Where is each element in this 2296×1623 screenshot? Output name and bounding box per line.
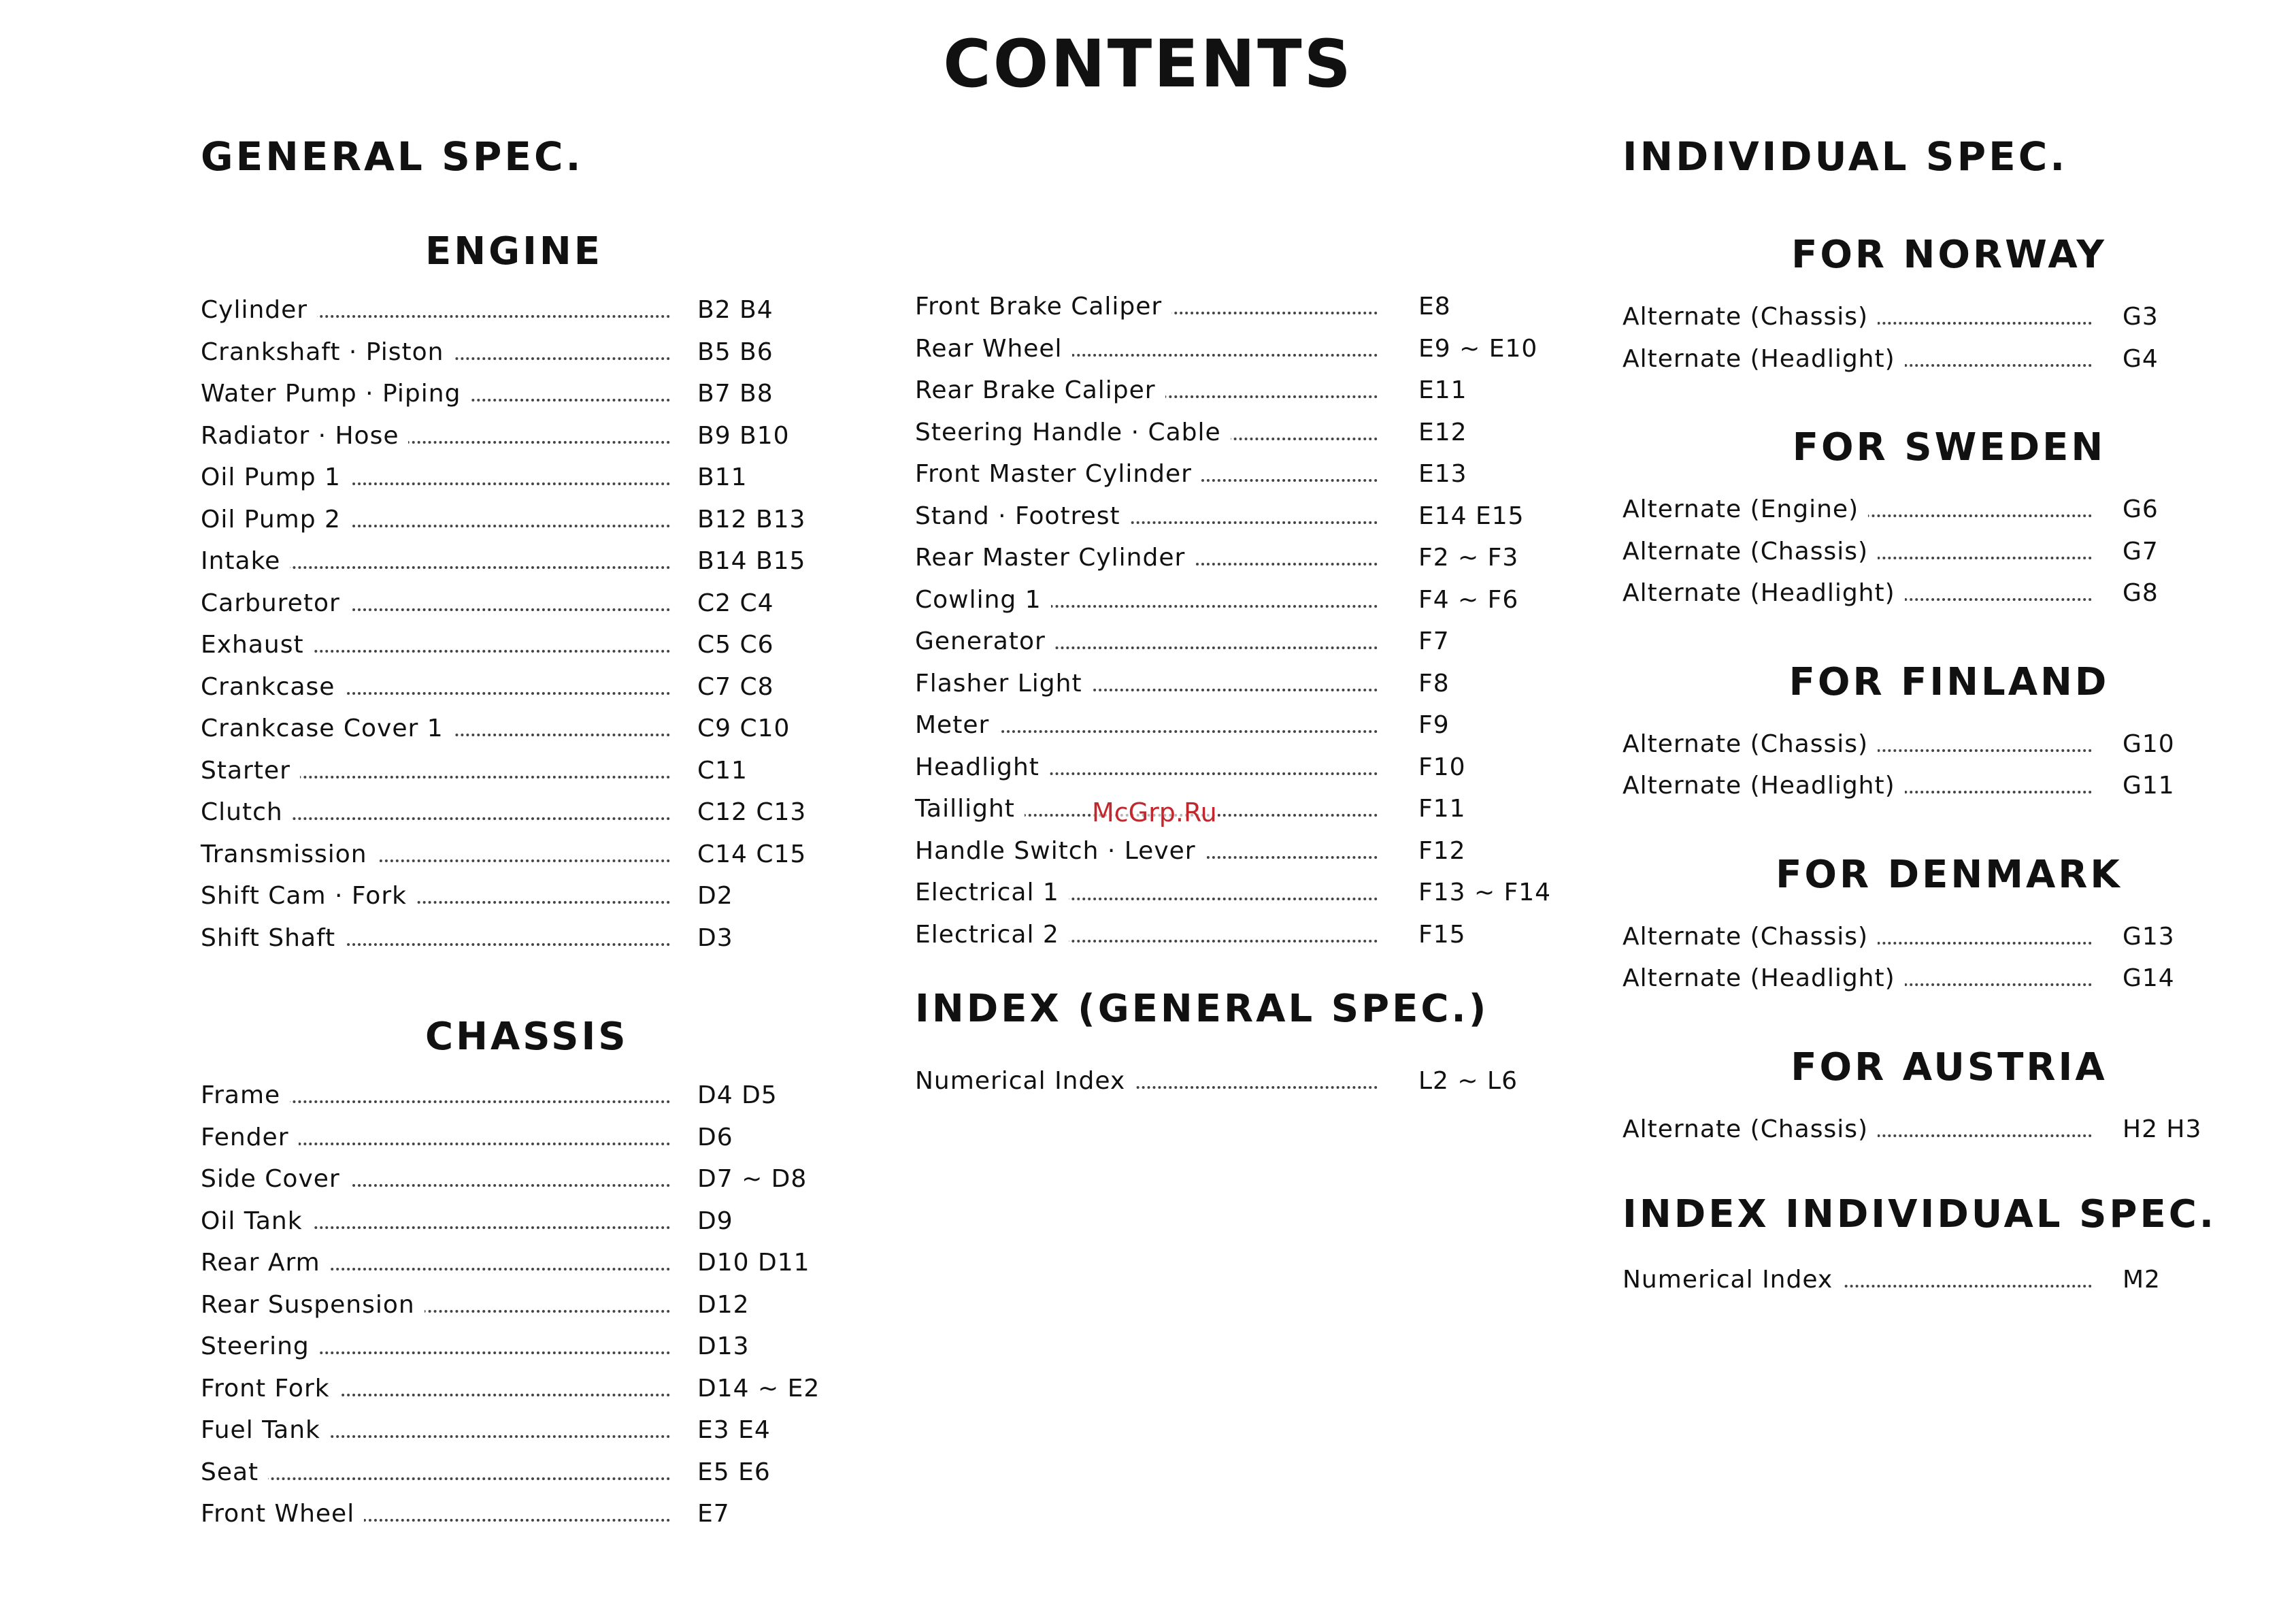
toc-entry-pages: E5 E6 xyxy=(697,1458,771,1486)
toc-entry-label: Alternate (Headlight) xyxy=(1623,765,1905,807)
toc-entry xyxy=(201,917,881,960)
toc-entry-pages: L2 ~ L6 xyxy=(1418,1067,1518,1095)
toc-entry-label: Alternate (Chassis) xyxy=(1623,531,1878,573)
toc-entry-label: Front Master Cylinder xyxy=(915,453,1201,495)
toc-entry-pages: C9 C10 xyxy=(697,715,791,742)
toc-entry-label: Rear Suspension xyxy=(201,1284,425,1326)
toc-entry xyxy=(915,621,1595,663)
toc-entry xyxy=(915,328,1595,370)
toc-entry xyxy=(201,624,881,666)
toc-entry-pages: B7 B8 xyxy=(697,380,773,408)
chassis-list xyxy=(201,1075,881,1535)
toc-entry-label: Alternate (Headlight) xyxy=(1623,572,1905,614)
toc-entry-label: Meter xyxy=(915,704,999,747)
toc-entry-label: Steering xyxy=(201,1326,319,1368)
toc-entry-label: Electrical 2 xyxy=(915,914,1069,956)
toc-entry-label: Stand · Footrest xyxy=(915,495,1130,538)
toc-entry xyxy=(201,666,881,708)
country-heading: FOR DENMARK xyxy=(1776,852,2123,897)
toc-entry-pages: M2 xyxy=(2123,1266,2161,1294)
toc-entry xyxy=(201,708,881,750)
toc-entry-label: Alternate (Chassis) xyxy=(1623,1109,1878,1151)
toc-entry xyxy=(915,495,1595,538)
toc-entry-pages: E3 E4 xyxy=(697,1416,771,1444)
toc-entry xyxy=(1623,723,2276,766)
toc-entry-label: Fender xyxy=(201,1117,299,1159)
toc-entry-label: Crankcase Cover 1 xyxy=(201,708,453,750)
toc-entry xyxy=(201,834,881,876)
toc-entry xyxy=(201,583,881,625)
toc-entry-pages: D7 ~ D8 xyxy=(697,1165,808,1193)
toc-entry-pages: F9 xyxy=(1418,711,1450,739)
toc-entry xyxy=(1623,957,2276,1000)
toc-entry-label: Carburetor xyxy=(201,583,350,625)
toc-entry-label: Seat xyxy=(201,1452,268,1494)
toc-entry-pages: E13 xyxy=(1418,460,1467,488)
toc-entry xyxy=(915,914,1595,956)
toc-entry-pages: G6 xyxy=(2123,495,2159,523)
toc-entry-pages: F2 ~ F3 xyxy=(1418,544,1519,572)
toc-entry-pages: C5 C6 xyxy=(697,631,774,659)
toc-entry xyxy=(201,373,881,415)
toc-entry-pages: C2 C4 xyxy=(697,589,774,617)
toc-entry-label: Exhaust xyxy=(201,624,314,666)
toc-entry-label: Front Brake Caliper xyxy=(915,286,1171,328)
country-list xyxy=(1623,723,2276,807)
toc-entry xyxy=(915,370,1595,412)
toc-entry-label: Generator xyxy=(915,621,1055,663)
toc-entry-pages: G10 xyxy=(2123,729,2175,758)
individual-index-list xyxy=(1623,1259,2276,1301)
toc-entry-pages: B9 B10 xyxy=(697,421,790,450)
toc-entry-label: Flasher Light xyxy=(915,663,1092,705)
toc-entry xyxy=(915,788,1595,830)
toc-entry-pages: B5 B6 xyxy=(697,338,773,366)
country-list xyxy=(1623,489,2276,614)
toc-entry-pages: C12 C13 xyxy=(697,798,807,826)
toc-entry-pages: B12 B13 xyxy=(697,505,806,534)
toc-entry-label: Rear Brake Caliper xyxy=(915,370,1165,412)
toc-entry xyxy=(1623,296,2276,338)
toc-entry-pages: C7 C8 xyxy=(697,672,774,701)
toc-entry-label: Rear Wheel xyxy=(915,328,1072,370)
toc-entry-label: Alternate (Chassis) xyxy=(1623,723,1878,766)
toc-entry-pages: G7 xyxy=(2123,537,2159,565)
toc-entry-label: Shift Shaft xyxy=(201,917,345,960)
engine-heading: ENGINE xyxy=(425,229,603,274)
toc-entry xyxy=(1623,489,2276,531)
toc-entry-label: Intake xyxy=(201,540,290,583)
toc-entry-label: Taillight xyxy=(915,788,1025,830)
toc-entry xyxy=(915,872,1595,914)
individual-index-heading: INDEX INDIVIDUAL SPEC. xyxy=(1623,1192,2217,1236)
toc-entry-label: Electrical 1 xyxy=(915,872,1069,914)
toc-entry-pages: H2 H3 xyxy=(2123,1115,2202,1143)
toc-entry-pages: D10 D11 xyxy=(697,1249,810,1277)
toc-entry-label: Oil Pump 2 xyxy=(201,499,350,541)
toc-entry-pages: E8 xyxy=(1418,293,1451,321)
country-heading: FOR SWEDEN xyxy=(1792,425,2106,470)
toc-entry xyxy=(201,540,881,583)
toc-entry-pages: F15 xyxy=(1418,920,1466,949)
general-spec-heading: GENERAL SPEC. xyxy=(201,133,584,180)
toc-entry-label: Cylinder xyxy=(201,289,317,331)
toc-entry-label: Alternate (Engine) xyxy=(1623,489,1868,531)
toc-entry xyxy=(915,537,1595,579)
toc-entry xyxy=(201,791,881,834)
toc-entry xyxy=(201,331,881,374)
toc-entry-label: Transmission xyxy=(201,834,377,876)
page-title: CONTENTS xyxy=(943,26,1353,102)
toc-entry xyxy=(915,747,1595,789)
toc-entry-label: Water Pump · Piping xyxy=(201,373,470,415)
toc-entry-pages: F12 xyxy=(1418,836,1466,865)
toc-entry-label: Alternate (Headlight) xyxy=(1623,957,1905,1000)
toc-entry xyxy=(915,704,1595,747)
toc-entry-label: Starter xyxy=(201,750,300,792)
toc-entry-pages: F10 xyxy=(1418,753,1466,781)
toc-entry xyxy=(1623,338,2276,380)
toc-entry xyxy=(1623,531,2276,573)
toc-entry xyxy=(915,286,1595,328)
toc-entry xyxy=(201,875,881,917)
country-sections xyxy=(1623,221,2276,1150)
toc-entry xyxy=(201,499,881,541)
toc-entry xyxy=(201,1368,881,1410)
toc-entry xyxy=(201,415,881,457)
toc-entry xyxy=(915,663,1595,705)
toc-entry xyxy=(201,1200,881,1243)
toc-entry-label: Handle Switch · Lever xyxy=(915,830,1205,872)
toc-entry xyxy=(201,1284,881,1326)
toc-entry xyxy=(1623,765,2276,807)
toc-entry-label: Side Cover xyxy=(201,1158,350,1200)
general-index-heading: INDEX (GENERAL SPEC.) xyxy=(915,987,1489,1031)
toc-entry-label: Numerical Index xyxy=(1623,1259,1842,1301)
dot-leader xyxy=(201,1452,670,1494)
toc-entry-label: Fuel Tank xyxy=(201,1409,330,1452)
toc-entry xyxy=(201,1242,881,1284)
toc-entry-pages: C11 xyxy=(697,756,748,785)
toc-entry-pages: G3 xyxy=(2123,303,2159,331)
toc-entry-pages: F7 xyxy=(1418,627,1450,655)
toc-entry-pages: E7 xyxy=(697,1500,730,1528)
toc-entry-label: Alternate (Chassis) xyxy=(1623,916,1878,958)
toc-entry-pages: D14 ~ E2 xyxy=(697,1374,820,1403)
toc-entry-label: Front Fork xyxy=(201,1368,339,1410)
toc-entry-pages: E14 E15 xyxy=(1418,502,1525,530)
toc-entry-pages: B11 xyxy=(697,463,748,491)
toc-entry xyxy=(201,1158,881,1200)
toc-entry-pages: E9 ~ E10 xyxy=(1418,334,1538,363)
country-list xyxy=(1623,296,2276,380)
watermark-text: McGrp.Ru xyxy=(1092,798,1217,827)
country-heading: FOR NORWAY xyxy=(1791,233,2107,277)
country-list xyxy=(1623,1109,2276,1151)
toc-entry-label: Radiator · Hose xyxy=(201,415,408,457)
toc-entry-pages: D3 xyxy=(697,923,733,952)
engine-list xyxy=(201,289,881,959)
toc-entry-pages: F4 ~ F6 xyxy=(1418,585,1519,614)
toc-entry xyxy=(915,453,1595,495)
general-spec-continued-column xyxy=(915,286,1595,1102)
general-spec-column xyxy=(201,133,881,1535)
toc-entry-label: Rear Arm xyxy=(201,1242,330,1284)
toc-entry-pages: E11 xyxy=(1418,376,1467,404)
toc-entry-pages: D13 xyxy=(697,1332,750,1360)
toc-entry xyxy=(1623,1109,2276,1151)
toc-entry-label: Front Wheel xyxy=(201,1493,364,1535)
toc-entry xyxy=(201,750,881,792)
toc-entry-pages: F8 xyxy=(1418,669,1450,698)
individual-spec-column xyxy=(1623,133,2276,1335)
country-heading: FOR FINLAND xyxy=(1788,659,2110,704)
toc-entry-label: Crankshaft · Piston xyxy=(201,331,453,374)
toc-entry-pages: F11 xyxy=(1418,795,1466,823)
toc-entry xyxy=(201,457,881,499)
toc-entry xyxy=(915,1060,1595,1102)
toc-entry-label: Clutch xyxy=(201,791,293,834)
toc-entry xyxy=(201,1075,881,1117)
toc-entry xyxy=(1623,1259,2276,1301)
toc-entry-pages: G13 xyxy=(2123,922,2175,951)
toc-entry-pages: D4 D5 xyxy=(697,1081,778,1109)
toc-entry-pages: B2 B4 xyxy=(697,296,773,324)
toc-entry xyxy=(201,1452,881,1494)
toc-entry-label: Headlight xyxy=(915,747,1049,789)
chassis-heading: CHASSIS xyxy=(425,1015,629,1059)
toc-entry-label: Shift Cam · Fork xyxy=(201,875,416,917)
toc-entry-label: Steering Handle · Cable xyxy=(915,412,1231,454)
chassis-continued-list xyxy=(915,286,1595,955)
toc-entry-pages: G8 xyxy=(2123,579,2159,607)
toc-entry xyxy=(201,1117,881,1159)
toc-entry-pages: B14 B15 xyxy=(697,547,806,575)
toc-entry-pages: D6 xyxy=(697,1123,733,1151)
toc-entry xyxy=(201,1493,881,1535)
toc-entry-label: Rear Master Cylinder xyxy=(915,537,1195,579)
toc-entry-pages: D12 xyxy=(697,1290,750,1319)
toc-entry-label: Alternate (Headlight) xyxy=(1623,338,1905,380)
toc-entry-pages: G4 xyxy=(2123,344,2159,373)
general-index-list xyxy=(915,1060,1595,1102)
toc-entry-pages: D9 xyxy=(697,1207,733,1235)
toc-entry-label: Crankcase xyxy=(201,666,344,708)
toc-entry-label: Cowling 1 xyxy=(915,579,1051,621)
toc-entry xyxy=(201,1326,881,1368)
toc-entry xyxy=(1623,572,2276,614)
toc-entry xyxy=(1623,916,2276,958)
toc-entry xyxy=(915,412,1595,454)
toc-entry-pages: C14 C15 xyxy=(697,840,807,868)
toc-entry-label: Numerical Index xyxy=(915,1060,1135,1102)
toc-entry-pages: F13 ~ F14 xyxy=(1418,879,1552,906)
toc-entry xyxy=(201,289,881,331)
individual-spec-heading: INDIVIDUAL SPEC. xyxy=(1623,133,2068,180)
country-heading: FOR AUSTRIA xyxy=(1791,1045,2108,1089)
toc-entry-label: Oil Tank xyxy=(201,1200,312,1243)
toc-entry-label: Frame xyxy=(201,1075,290,1117)
toc-entry xyxy=(915,579,1595,621)
toc-entry xyxy=(201,1409,881,1452)
toc-entry-pages: G11 xyxy=(2123,772,2175,800)
toc-entry-pages: D2 xyxy=(697,882,733,910)
toc-entry-label: Alternate (Chassis) xyxy=(1623,296,1878,338)
country-list xyxy=(1623,916,2276,1000)
toc-entry-pages: G14 xyxy=(2123,964,2175,992)
toc-entry xyxy=(915,830,1595,872)
toc-entry-pages: E12 xyxy=(1418,418,1467,446)
toc-entry-label: Oil Pump 1 xyxy=(201,457,350,499)
